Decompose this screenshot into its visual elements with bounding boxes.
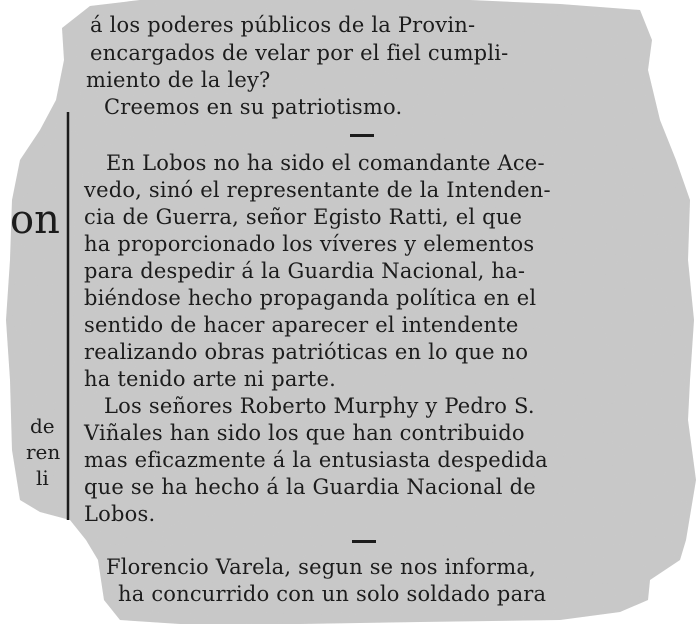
article-line: ha concurrido con un solo soldado para (118, 582, 547, 606)
article-line: para despedir á la Guardia Nacional, ha- (84, 259, 526, 283)
left-column-fragment-large: on (10, 197, 60, 243)
article-line: que se ha hecho á la Guardia Nacional de (84, 475, 536, 499)
separator-dash (350, 134, 374, 137)
article-line: cia de Guerra, señor Egisto Ratti, el que (84, 205, 523, 229)
left-column-fragment: de (30, 414, 55, 438)
article-line: mas eficazmente á la entusiasta despedida (84, 448, 548, 472)
article-line: realizando obras patrióticas en lo que no (84, 340, 529, 364)
left-column-fragment: ren (26, 440, 61, 464)
article-line: vedo, sinó el representante de la Intenden- (84, 178, 551, 202)
article-line: miento de la ley? (86, 68, 271, 92)
article-line: Lobos. (84, 502, 156, 526)
separator-dash (352, 540, 376, 543)
article-line: á los poderes públicos de la Provin- (90, 13, 476, 37)
article-line: En Lobos no ha sido el comandante Ace- (106, 151, 545, 175)
article-line: encargados de velar por el fiel cumpli- (90, 41, 509, 65)
article-line: Creemos en su patriotismo. (104, 95, 403, 119)
article-line: biéndose hecho propaganda política en el (84, 286, 537, 310)
article-line: sentido de hacer aparecer el intendente (84, 313, 519, 337)
article-line: Viñales han sido los que han contribuido (84, 421, 525, 445)
article-line: Florencio Varela, segun se nos informa, (106, 555, 537, 579)
left-column-fragment: li (36, 466, 49, 490)
article-line: ha proporcionado los víveres y elementos (84, 232, 535, 256)
article-line: ha tenido arte ni parte. (84, 367, 336, 391)
article-line: Los señores Roberto Murphy y Pedro S. (104, 394, 535, 418)
